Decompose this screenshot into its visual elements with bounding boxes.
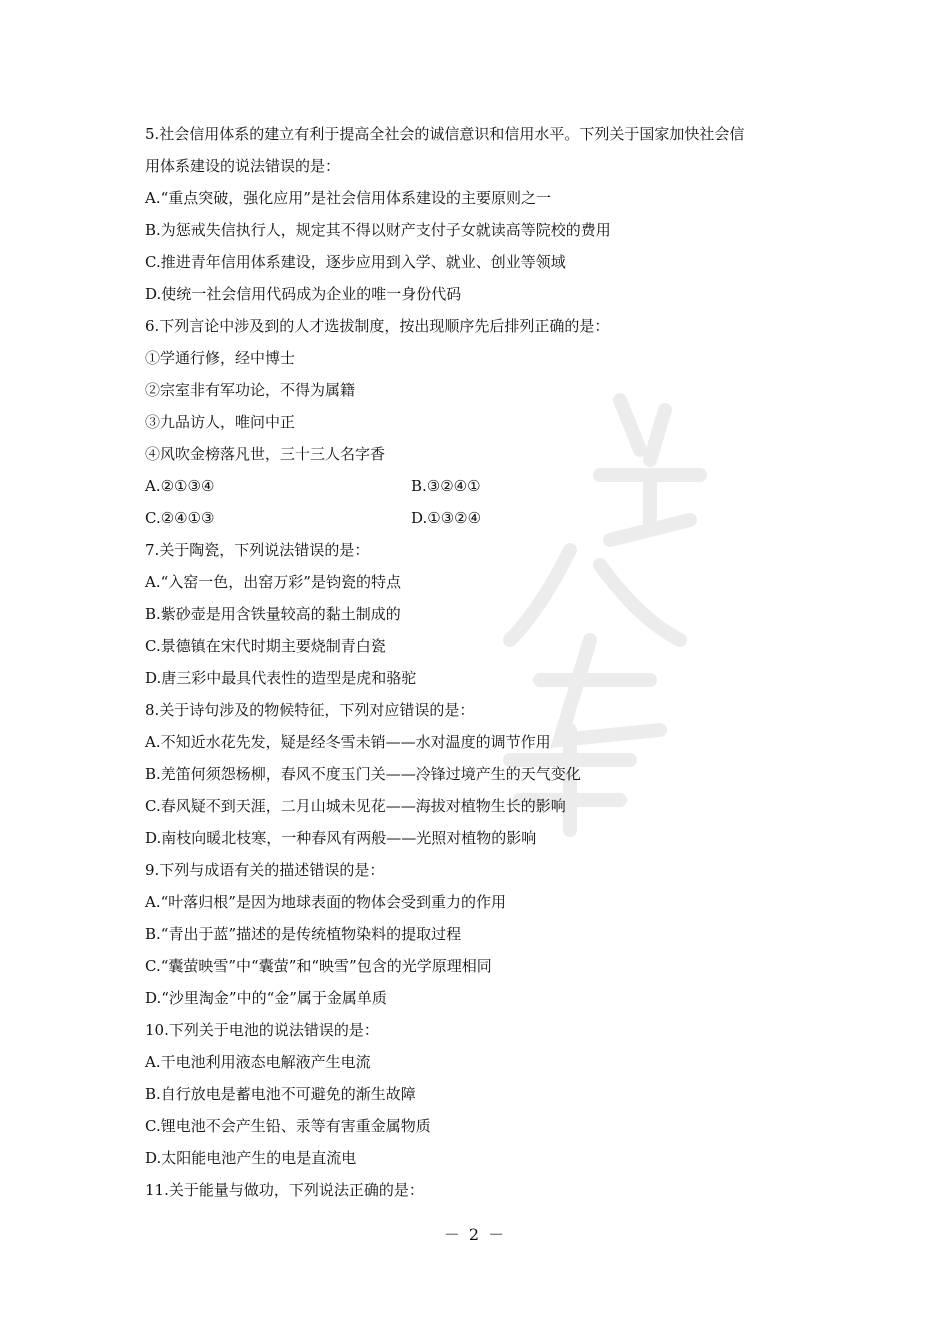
text-line: ④风吹金榜落凡世，三十三人名字香: [145, 445, 386, 463]
text-line: D.“沙里淘金”中的“金”属于金属单质: [145, 989, 387, 1007]
text-line: 5.社会信用体系的建立有利于提高全社会的诚信意识和信用水平。下列关于国家加快社会信: [145, 125, 745, 143]
option-row: [145, 502, 825, 534]
text-line: 6.下列言论中涉及到的人才选拔制度，按出现顺序先后排列正确的是：: [145, 317, 610, 335]
text-line: D.唐三彩中最具代表性的造型是虎和骆驼: [145, 669, 417, 687]
text-line: A.不知近水花先发，疑是经冬雪未销——水对温度的调节作用: [145, 733, 551, 751]
text-line: B.紫砂壶是用含铁量较高的黏土制成的: [145, 605, 401, 623]
text-line: D.南枝向暖北枝寒，一种春风有两般——光照对植物的影响: [145, 829, 537, 847]
page-number: － 2 －: [443, 1225, 507, 1244]
text-line: 9.下列与成语有关的描述错误的是：: [145, 861, 385, 879]
text-line: B.为惩戒失信执行人，规定其不得以财产支付子女就读高等院校的费用: [145, 221, 611, 239]
text-line: 10.下列关于电池的说法错误的是：: [145, 1021, 379, 1039]
text-line: ③九品访人，唯问中正: [145, 413, 296, 431]
text-line: ②宗室非有军功论，不得为属籍: [145, 381, 356, 399]
text-line: 7.关于陶瓷，下列说法错误的是：: [145, 541, 370, 559]
text-line: D.太阳能电池产生的电是直流电: [145, 1149, 357, 1167]
option-b: B.③②④①: [411, 477, 481, 495]
text-line: C.推进青年信用体系建设，逐步应用到入学、就业、创业等领域: [145, 253, 566, 271]
text-line: 8.关于诗句涉及的物候特征，下列对应错误的是：: [145, 701, 475, 719]
text-line: A.“叶落归根”是因为地球表面的物体会受到重力的作用: [145, 893, 506, 911]
text-line: B.“青出于蓝”描述的是传统植物染料的提取过程: [145, 925, 462, 943]
text-line: A.“重点突破，强化应用”是社会信用体系建设的主要原则之一: [145, 189, 551, 207]
text-line: A.干电池利用液态电解液产生电流: [145, 1053, 371, 1071]
text-line: C.春风疑不到天涯，二月山城未见花——海拔对植物生长的影响: [145, 797, 566, 815]
text-line: B.羌笛何须怨杨柳，春风不度玉门关——冷锋过境产生的天气变化: [145, 765, 581, 783]
document-body: [145, 118, 825, 1206]
text-line: ①学通行修，经中博士: [145, 349, 296, 367]
option-a: A.②①③④: [145, 477, 215, 495]
text-line: 用体系建设的说法错误的是：: [145, 157, 341, 175]
text-line: 11.关于能量与做功，下列说法正确的是：: [145, 1181, 424, 1199]
text-line: C.景德镇在宋代时期主要烧制青白瓷: [145, 637, 386, 655]
option-d: D.①③②④: [411, 509, 482, 527]
text-line: B.自行放电是蓄电池不可避免的渐生故障: [145, 1085, 416, 1103]
text-line: C.“囊萤映雪”中“囊萤”和“映雪”包含的光学原理相同: [145, 957, 492, 975]
text-line: A.“入窑一色，出窑万彩”是钧瓷的特点: [145, 573, 401, 591]
text-line: D.使统一社会信用代码成为企业的唯一身份代码: [145, 285, 462, 303]
option-row: [145, 470, 825, 502]
text-line: C.锂电池不会产生铅、汞等有害重金属物质: [145, 1117, 431, 1135]
option-c: C.②④①③: [145, 509, 215, 527]
